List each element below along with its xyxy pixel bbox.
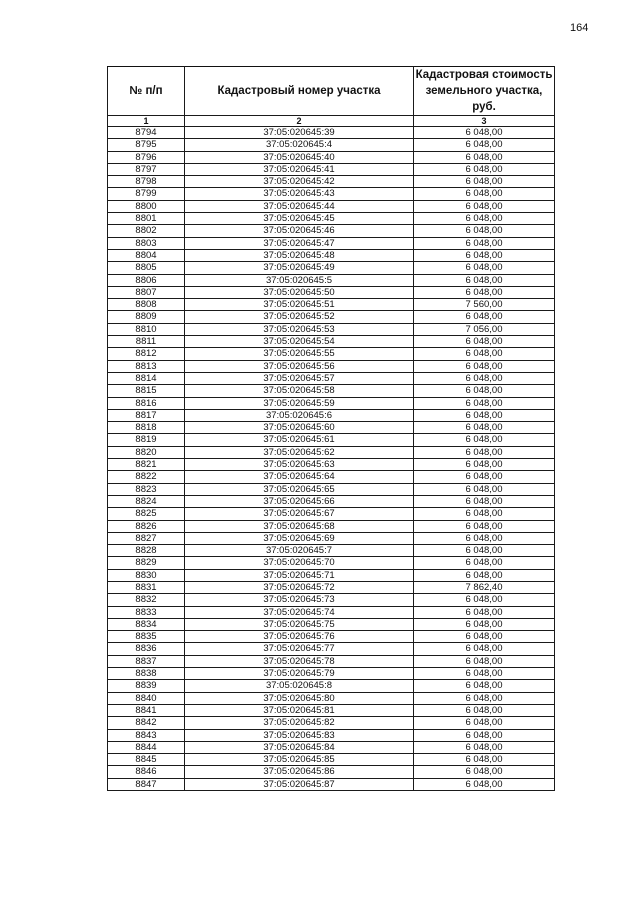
table-row xyxy=(108,545,555,557)
cadastral-value-cell: 6 048,00 xyxy=(414,704,555,716)
row-number-cell: 8802 xyxy=(108,225,185,237)
row-number-cell: 8801 xyxy=(108,213,185,225)
table-row xyxy=(108,704,555,716)
cadastral-value-cell: 6 048,00 xyxy=(414,729,555,741)
cadastral-value-cell: 6 048,00 xyxy=(414,618,555,630)
cadastral-number-cell: 37:05:020645:62 xyxy=(185,446,414,458)
cadastral-number-cell: 37:05:020645:64 xyxy=(185,471,414,483)
column-number: 3 xyxy=(414,116,555,127)
row-number-cell: 8795 xyxy=(108,139,185,151)
cadastral-value-cell: 6 048,00 xyxy=(414,532,555,544)
row-number-cell: 8822 xyxy=(108,471,185,483)
header-cadastral-number: Кадастровый номер участка xyxy=(185,67,414,116)
cadastral-value-cell: 6 048,00 xyxy=(414,655,555,667)
table-row xyxy=(108,495,555,507)
row-number-cell: 8837 xyxy=(108,655,185,667)
row-number-cell: 8843 xyxy=(108,729,185,741)
cadastral-number-cell: 37:05:020645:78 xyxy=(185,655,414,667)
row-number-cell: 8827 xyxy=(108,532,185,544)
cadastral-number-cell: 37:05:020645:84 xyxy=(185,741,414,753)
cadastral-number-cell: 37:05:020645:61 xyxy=(185,434,414,446)
column-number-row xyxy=(108,116,555,127)
table-row xyxy=(108,397,555,409)
table-row xyxy=(108,348,555,360)
table-row xyxy=(108,717,555,729)
cadastral-value-cell: 6 048,00 xyxy=(414,274,555,286)
table-row xyxy=(108,274,555,286)
page-number: 164 xyxy=(570,22,589,34)
row-number-cell: 8814 xyxy=(108,372,185,384)
row-number-cell: 8838 xyxy=(108,668,185,680)
table-row xyxy=(108,778,555,790)
cadastral-number-cell: 37:05:020645:69 xyxy=(185,532,414,544)
table-row xyxy=(108,409,555,421)
cadastral-value-cell: 6 048,00 xyxy=(414,459,555,471)
cadastral-value-cell: 6 048,00 xyxy=(414,397,555,409)
row-number-cell: 8830 xyxy=(108,569,185,581)
cadastral-value-cell: 7 862,40 xyxy=(414,581,555,593)
table-row xyxy=(108,163,555,175)
table-row xyxy=(108,262,555,274)
cadastral-value-cell: 6 048,00 xyxy=(414,557,555,569)
cadastral-value-cell: 6 048,00 xyxy=(414,434,555,446)
cadastral-value-cell: 6 048,00 xyxy=(414,717,555,729)
row-number-cell: 8836 xyxy=(108,643,185,655)
row-number-cell: 8796 xyxy=(108,151,185,163)
table-row xyxy=(108,200,555,212)
cadastral-value-cell: 6 048,00 xyxy=(414,139,555,151)
row-number-cell: 8839 xyxy=(108,680,185,692)
row-number-cell: 8832 xyxy=(108,594,185,606)
table-row xyxy=(108,483,555,495)
row-number-cell: 8833 xyxy=(108,606,185,618)
row-number-cell: 8794 xyxy=(108,127,185,139)
cadastral-value-cell: 6 048,00 xyxy=(414,385,555,397)
table-row xyxy=(108,581,555,593)
cadastral-number-cell: 37:05:020645:53 xyxy=(185,323,414,335)
row-number-cell: 8820 xyxy=(108,446,185,458)
cadastral-number-cell: 37:05:020645:71 xyxy=(185,569,414,581)
row-number-cell: 8834 xyxy=(108,618,185,630)
header-row-number: № п/п xyxy=(108,67,185,116)
table-row xyxy=(108,606,555,618)
table-row xyxy=(108,311,555,323)
cadastral-value-table xyxy=(107,66,555,791)
table-row xyxy=(108,249,555,261)
cadastral-value-cell: 6 048,00 xyxy=(414,225,555,237)
table-row xyxy=(108,520,555,532)
row-number-cell: 8804 xyxy=(108,249,185,261)
cadastral-value-cell: 6 048,00 xyxy=(414,741,555,753)
table-row xyxy=(108,557,555,569)
cadastral-number-cell: 37:05:020645:48 xyxy=(185,249,414,261)
row-number-cell: 8818 xyxy=(108,422,185,434)
cadastral-number-cell: 37:05:020645:47 xyxy=(185,237,414,249)
row-number-cell: 8813 xyxy=(108,360,185,372)
cadastral-number-cell: 37:05:020645:4 xyxy=(185,139,414,151)
row-number-cell: 8806 xyxy=(108,274,185,286)
table-row xyxy=(108,655,555,667)
row-number-cell: 8845 xyxy=(108,754,185,766)
cadastral-value-cell: 6 048,00 xyxy=(414,176,555,188)
cadastral-value-cell: 6 048,00 xyxy=(414,249,555,261)
cadastral-number-cell: 37:05:020645:87 xyxy=(185,778,414,790)
cadastral-number-cell: 37:05:020645:8 xyxy=(185,680,414,692)
row-number-cell: 8808 xyxy=(108,299,185,311)
cadastral-value-cell: 6 048,00 xyxy=(414,471,555,483)
column-number: 1 xyxy=(108,116,185,127)
cadastral-number-cell: 37:05:020645:82 xyxy=(185,717,414,729)
table-row xyxy=(108,643,555,655)
cadastral-number-cell: 37:05:020645:67 xyxy=(185,508,414,520)
cadastral-value-cell: 6 048,00 xyxy=(414,446,555,458)
table-row xyxy=(108,508,555,520)
cadastral-value-cell: 6 048,00 xyxy=(414,631,555,643)
table-row xyxy=(108,127,555,139)
cadastral-number-cell: 37:05:020645:49 xyxy=(185,262,414,274)
column-number: 2 xyxy=(185,116,414,127)
table-row xyxy=(108,176,555,188)
cadastral-number-cell: 37:05:020645:55 xyxy=(185,348,414,360)
cadastral-number-cell: 37:05:020645:85 xyxy=(185,754,414,766)
table-row xyxy=(108,151,555,163)
row-number-cell: 8807 xyxy=(108,286,185,298)
cadastral-number-cell: 37:05:020645:54 xyxy=(185,336,414,348)
cadastral-number-cell: 37:05:020645:57 xyxy=(185,372,414,384)
cadastral-value-cell: 6 048,00 xyxy=(414,606,555,618)
cadastral-number-cell: 37:05:020645:41 xyxy=(185,163,414,175)
row-number-cell: 8805 xyxy=(108,262,185,274)
cadastral-value-cell: 6 048,00 xyxy=(414,311,555,323)
row-number-cell: 8842 xyxy=(108,717,185,729)
cadastral-value-cell: 7 560,00 xyxy=(414,299,555,311)
cadastral-value-cell: 6 048,00 xyxy=(414,422,555,434)
cadastral-number-cell: 37:05:020645:7 xyxy=(185,545,414,557)
table-row xyxy=(108,631,555,643)
cadastral-value-cell: 6 048,00 xyxy=(414,286,555,298)
cadastral-number-cell: 37:05:020645:79 xyxy=(185,668,414,680)
table-row xyxy=(108,569,555,581)
cadastral-value-cell: 6 048,00 xyxy=(414,163,555,175)
row-number-cell: 8831 xyxy=(108,581,185,593)
row-number-cell: 8840 xyxy=(108,692,185,704)
cadastral-number-cell: 37:05:020645:68 xyxy=(185,520,414,532)
cadastral-value-cell: 6 048,00 xyxy=(414,483,555,495)
row-number-cell: 8803 xyxy=(108,237,185,249)
table-row xyxy=(108,459,555,471)
row-number-cell: 8828 xyxy=(108,545,185,557)
row-number-cell: 8823 xyxy=(108,483,185,495)
cadastral-number-cell: 37:05:020645:81 xyxy=(185,704,414,716)
row-number-cell: 8825 xyxy=(108,508,185,520)
cadastral-value-cell: 6 048,00 xyxy=(414,766,555,778)
cadastral-number-cell: 37:05:020645:51 xyxy=(185,299,414,311)
row-number-cell: 8821 xyxy=(108,459,185,471)
row-number-cell: 8799 xyxy=(108,188,185,200)
cadastral-number-cell: 37:05:020645:50 xyxy=(185,286,414,298)
row-number-cell: 8844 xyxy=(108,741,185,753)
cadastral-number-cell: 37:05:020645:80 xyxy=(185,692,414,704)
table-row xyxy=(108,754,555,766)
table-row xyxy=(108,471,555,483)
cadastral-number-cell: 37:05:020645:74 xyxy=(185,606,414,618)
cadastral-number-cell: 37:05:020645:6 xyxy=(185,409,414,421)
table-header-row xyxy=(108,67,555,116)
table-row xyxy=(108,139,555,151)
table-row xyxy=(108,434,555,446)
table-row xyxy=(108,422,555,434)
cadastral-value-cell: 6 048,00 xyxy=(414,360,555,372)
cadastral-number-cell: 37:05:020645:72 xyxy=(185,581,414,593)
cadastral-value-cell: 6 048,00 xyxy=(414,336,555,348)
cadastral-number-cell: 37:05:020645:73 xyxy=(185,594,414,606)
table-row xyxy=(108,741,555,753)
cadastral-value-cell: 6 048,00 xyxy=(414,668,555,680)
table-row xyxy=(108,680,555,692)
cadastral-value-cell: 6 048,00 xyxy=(414,372,555,384)
row-number-cell: 8829 xyxy=(108,557,185,569)
table-row xyxy=(108,237,555,249)
table-row xyxy=(108,372,555,384)
row-number-cell: 8824 xyxy=(108,495,185,507)
cadastral-value-cell: 6 048,00 xyxy=(414,348,555,360)
cadastral-number-cell: 37:05:020645:77 xyxy=(185,643,414,655)
cadastral-number-cell: 37:05:020645:76 xyxy=(185,631,414,643)
cadastral-value-cell: 6 048,00 xyxy=(414,188,555,200)
cadastral-number-cell: 37:05:020645:65 xyxy=(185,483,414,495)
table-row xyxy=(108,668,555,680)
cadastral-number-cell: 37:05:020645:46 xyxy=(185,225,414,237)
row-number-cell: 8826 xyxy=(108,520,185,532)
row-number-cell: 8810 xyxy=(108,323,185,335)
table-row xyxy=(108,323,555,335)
table-row xyxy=(108,532,555,544)
cadastral-number-cell: 37:05:020645:43 xyxy=(185,188,414,200)
cadastral-number-cell: 37:05:020645:58 xyxy=(185,385,414,397)
cadastral-number-cell: 37:05:020645:44 xyxy=(185,200,414,212)
cadastral-value-cell: 6 048,00 xyxy=(414,569,555,581)
row-number-cell: 8816 xyxy=(108,397,185,409)
table-row xyxy=(108,766,555,778)
cadastral-number-cell: 37:05:020645:5 xyxy=(185,274,414,286)
table-row xyxy=(108,336,555,348)
table-row xyxy=(108,385,555,397)
cadastral-number-cell: 37:05:020645:86 xyxy=(185,766,414,778)
cadastral-value-cell: 6 048,00 xyxy=(414,594,555,606)
cadastral-number-cell: 37:05:020645:66 xyxy=(185,495,414,507)
cadastral-number-cell: 37:05:020645:42 xyxy=(185,176,414,188)
cadastral-value-cell: 7 056,00 xyxy=(414,323,555,335)
cadastral-number-cell: 37:05:020645:39 xyxy=(185,127,414,139)
header-cadastral-value: Кадастровая стоимость земельного участка, руб. xyxy=(414,67,555,116)
cadastral-number-cell: 37:05:020645:40 xyxy=(185,151,414,163)
cadastral-value-cell: 6 048,00 xyxy=(414,545,555,557)
cadastral-value-cell: 6 048,00 xyxy=(414,237,555,249)
cadastral-number-cell: 37:05:020645:59 xyxy=(185,397,414,409)
cadastral-value-cell: 6 048,00 xyxy=(414,508,555,520)
cadastral-value-cell: 6 048,00 xyxy=(414,151,555,163)
table-row xyxy=(108,299,555,311)
table-row xyxy=(108,618,555,630)
row-number-cell: 8817 xyxy=(108,409,185,421)
row-number-cell: 8819 xyxy=(108,434,185,446)
cadastral-value-cell: 6 048,00 xyxy=(414,643,555,655)
cadastral-number-cell: 37:05:020645:45 xyxy=(185,213,414,225)
table-row xyxy=(108,446,555,458)
table-row xyxy=(108,729,555,741)
cadastral-value-cell: 6 048,00 xyxy=(414,680,555,692)
table-row xyxy=(108,188,555,200)
cadastral-value-cell: 6 048,00 xyxy=(414,127,555,139)
cadastral-value-cell: 6 048,00 xyxy=(414,409,555,421)
row-number-cell: 8841 xyxy=(108,704,185,716)
row-number-cell: 8846 xyxy=(108,766,185,778)
row-number-cell: 8798 xyxy=(108,176,185,188)
cadastral-number-cell: 37:05:020645:56 xyxy=(185,360,414,372)
cadastral-number-cell: 37:05:020645:60 xyxy=(185,422,414,434)
row-number-cell: 8812 xyxy=(108,348,185,360)
cadastral-value-cell: 6 048,00 xyxy=(414,754,555,766)
cadastral-number-cell: 37:05:020645:75 xyxy=(185,618,414,630)
cadastral-value-cell: 6 048,00 xyxy=(414,778,555,790)
row-number-cell: 8811 xyxy=(108,336,185,348)
cadastral-value-cell: 6 048,00 xyxy=(414,213,555,225)
table-row xyxy=(108,692,555,704)
row-number-cell: 8809 xyxy=(108,311,185,323)
cadastral-number-cell: 37:05:020645:63 xyxy=(185,459,414,471)
table-row xyxy=(108,594,555,606)
cadastral-number-cell: 37:05:020645:52 xyxy=(185,311,414,323)
cadastral-number-cell: 37:05:020645:83 xyxy=(185,729,414,741)
row-number-cell: 8800 xyxy=(108,200,185,212)
cadastral-number-cell: 37:05:020645:70 xyxy=(185,557,414,569)
cadastral-value-cell: 6 048,00 xyxy=(414,200,555,212)
cadastral-value-cell: 6 048,00 xyxy=(414,520,555,532)
row-number-cell: 8815 xyxy=(108,385,185,397)
cadastral-value-cell: 6 048,00 xyxy=(414,262,555,274)
cadastral-value-cell: 6 048,00 xyxy=(414,495,555,507)
table-row xyxy=(108,360,555,372)
row-number-cell: 8835 xyxy=(108,631,185,643)
row-number-cell: 8847 xyxy=(108,778,185,790)
table-row xyxy=(108,225,555,237)
table-row xyxy=(108,213,555,225)
table-row xyxy=(108,286,555,298)
row-number-cell: 8797 xyxy=(108,163,185,175)
cadastral-value-cell: 6 048,00 xyxy=(414,692,555,704)
